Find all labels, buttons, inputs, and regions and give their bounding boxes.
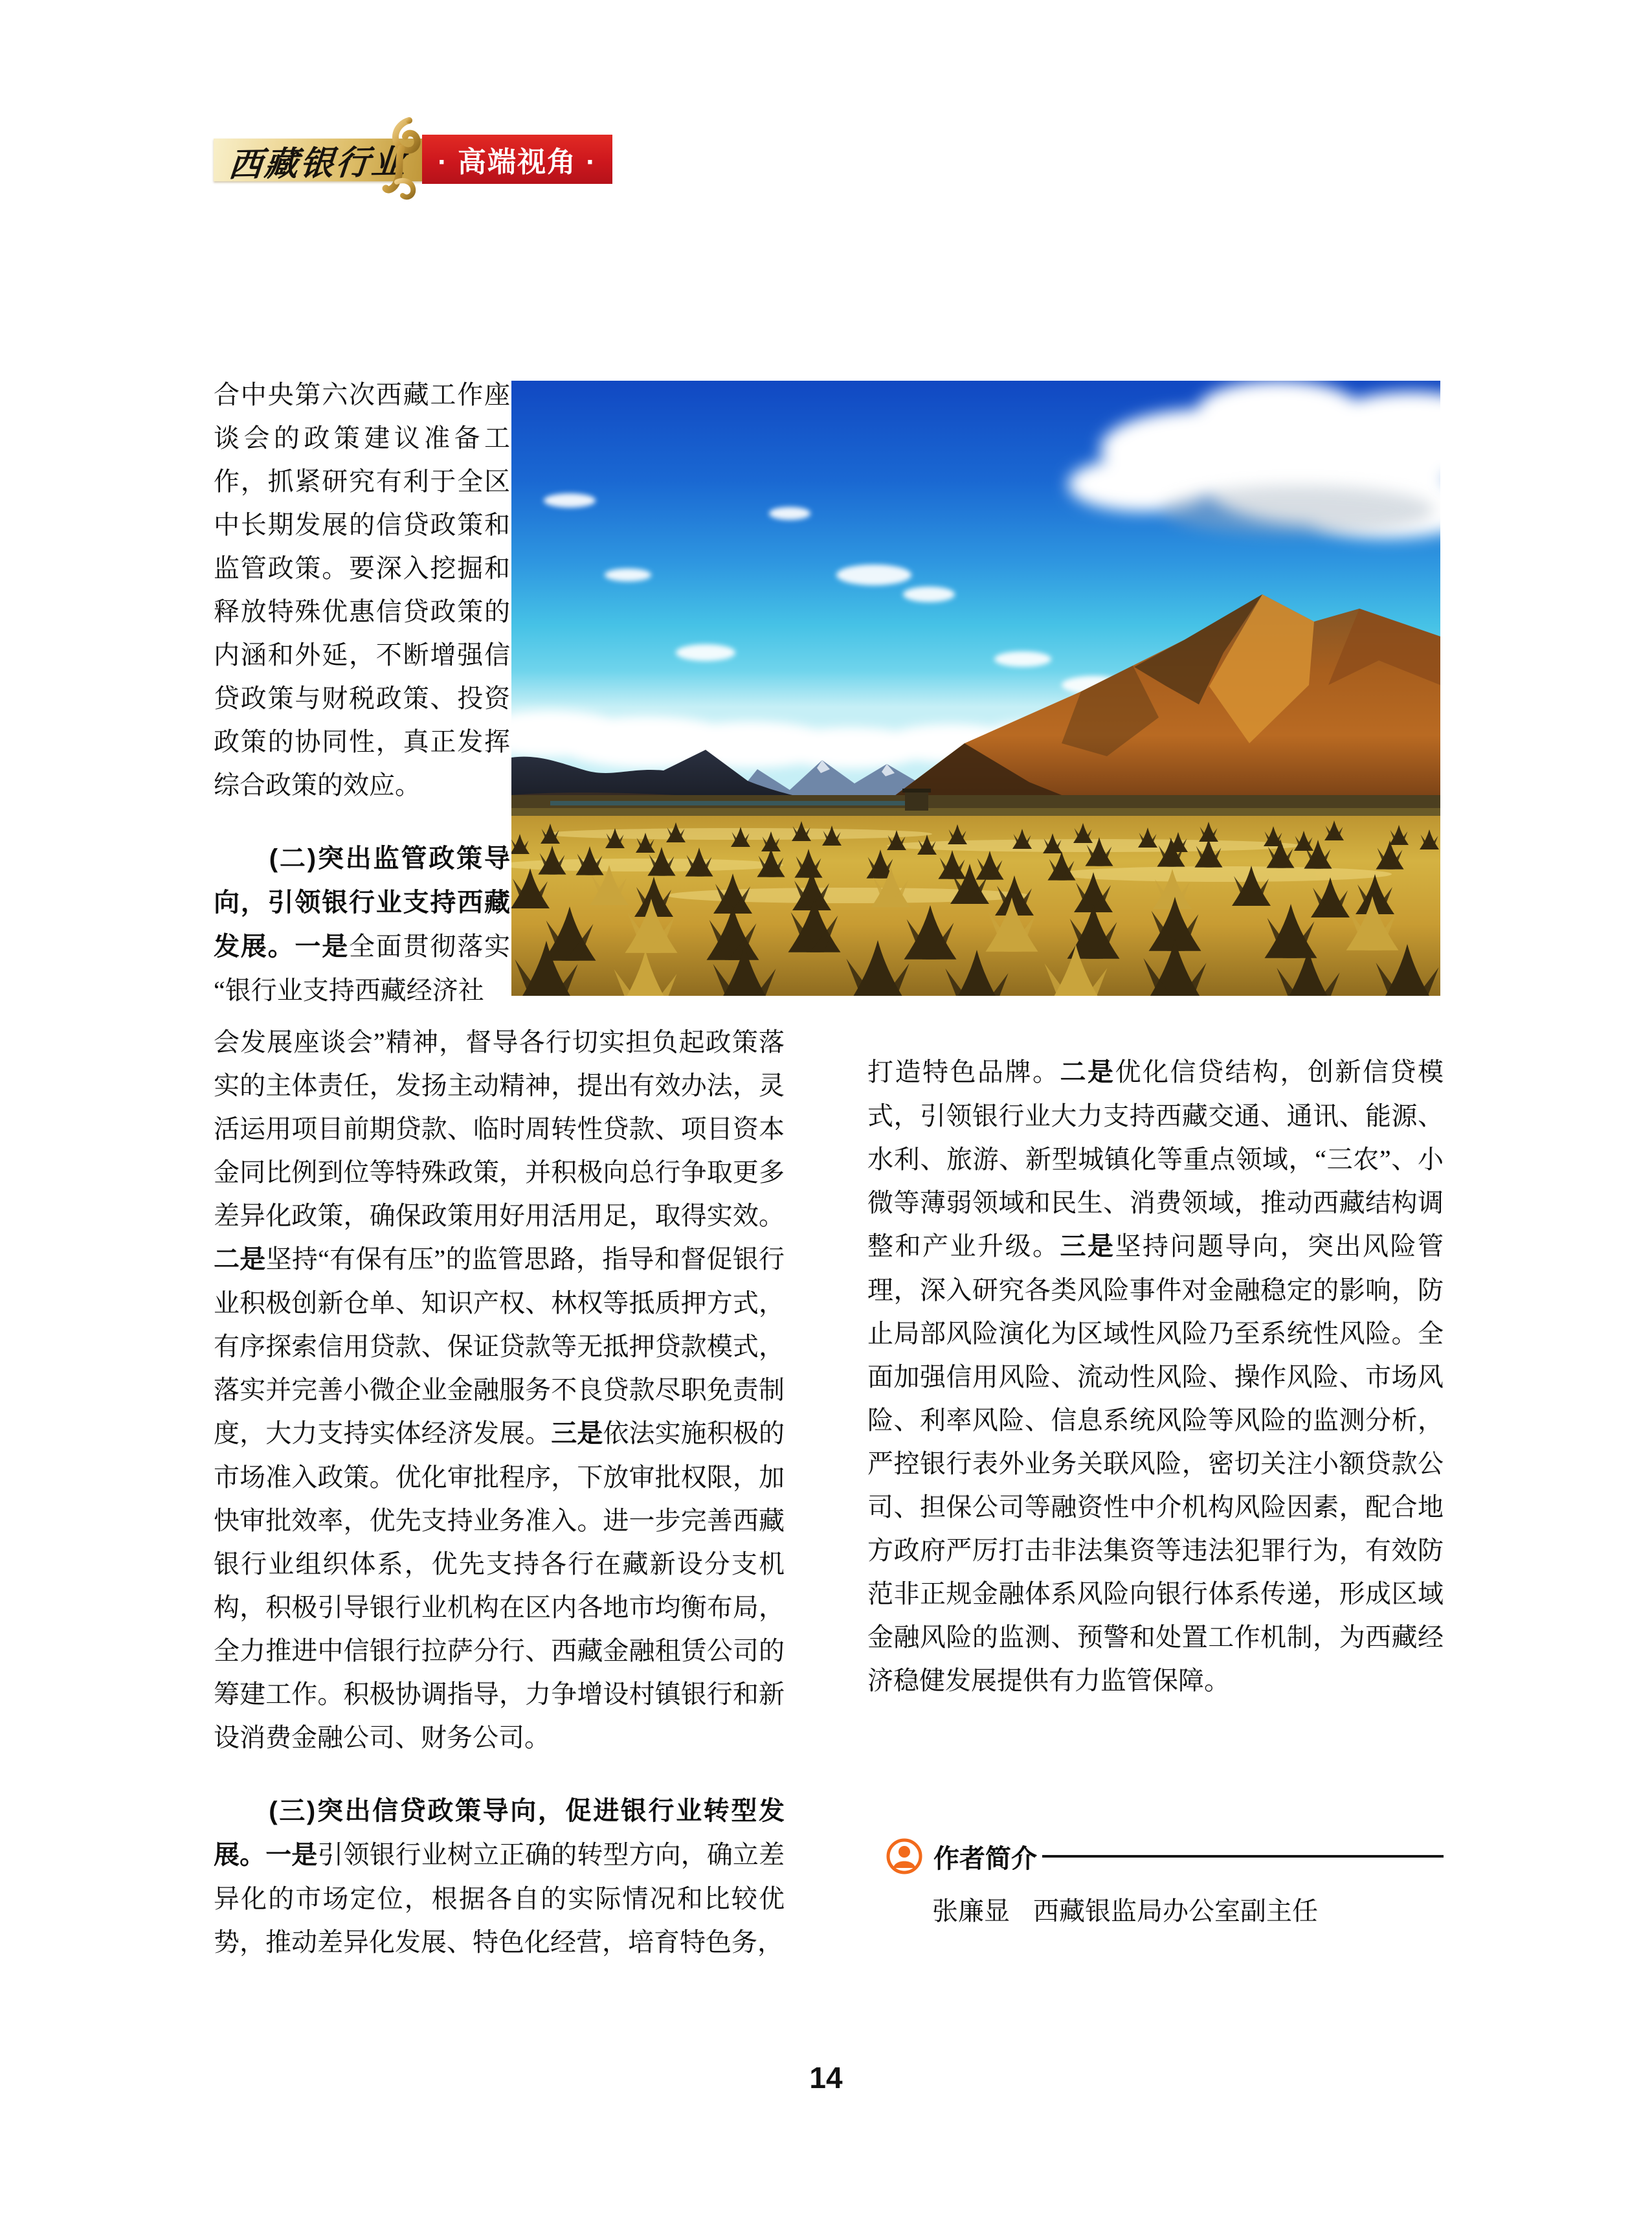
article-column-right: 打造特色品牌。二是优化信贷结构，创新信贷模式，引领银行业大力支持西藏交通、通讯、能源、水利、旅游、新型城镇化等重点领域，“三农”、小微等薄弱领域和民生、消费领域，推动西藏结构调整和产业升级。三是坚持问题导向，突出风险管理，深入研究各类风险事件对金融稳定的影响，防止局部风险演化为区域性风险乃至系统性风险。全面加强信用风险、流动性风险、操作风险、市场风险、利率风险、信息系统风险等风险的监测分析，严控银行表外业务关联风险，密切关注小额贷款公司、担保公司等融资性中介机构风险因素，配合地方政府严厉打击非法集资等违法犯罪行为，有效防范非正规金融体系风险向银行体系传递，形成区域金融风险的监测、预警和处置工作机制，为西藏经济稳健发展提供有力监管保障。 xyxy=(867,1057,1444,1695)
tibet-harvest-landscape-photo xyxy=(511,381,1440,996)
author-title: 西藏银监局办公室副主任 xyxy=(1033,1896,1318,1926)
author-avatar-icon xyxy=(886,1838,923,1875)
gold-scroll-ornament-icon xyxy=(382,114,431,205)
article-column-left: 会发展座谈会”精神，督导各行切实担负起政策落实的主体责任，发扬主动精神，提出有效办法，灵活运用项目前期贷款、临时周转性贷款、项目资本金同比例到位等特殊政策，并积极向总行争取更多差异化政策，确保政策用好用活用足，取得实效。二是坚持“有保有压”的监管思路，指导和督促银行业积极创新仓单、知识产权、林权等抵质押方式，有序探索信用贷款、保证贷款等无抵押贷款模式，落实并完善小微企业金融服务不良贷款尽职免责制度，大力支持实体经济发展。三是依法实施积极的市场准入政策。优化审批程序，下放审批权限，加快审批效率，优先支持业务准入。进一步完善西藏银行业组织体系，优先支持各行在藏新设分支机构，积极引导银行业机构在区内各地市均衡布局，全力推进中信银行拉萨分行、西藏金融租赁公司的筹建工作。积极协调指导，力争增设村镇银行和新设消费金融公司、财务公司。 (三)突出信贷政策导向，促进银行业转型发展。一是引领银行业树立正确的转型方向，确立差异化的市场定位，根据各自的实际情况和比较优势，推动差异化发展、特色化经营，培育特色务， xyxy=(214,1028,785,1957)
author-section-title: 作者简介 xyxy=(933,1844,1037,1873)
magazine-title: 西藏银行业 xyxy=(227,142,409,185)
author-profile xyxy=(867,1838,1444,1928)
author-name: 张廉显 xyxy=(932,1896,1010,1926)
page-number: 14 xyxy=(809,2061,843,2095)
author-rule-line xyxy=(1042,1855,1444,1858)
section-tag xyxy=(422,135,612,184)
section-tag-label: · 高端视角 · xyxy=(438,146,597,178)
article-column-narrow: 合中央第六次西藏工作座谈会的政策建议准备工作，抓紧研究有利于全区中长期发展的信贷政策和监管政策。要深入挖掘和释放特殊优惠信贷政策的内涵和外延，不断增强信贷政策与财税政策、投资政策的协同性，真正发挥综合政策的效应。 (二)突出监管政策导向，引领银行业支持西藏发展。一是全面贯彻落实“银行业支持西藏经济社 xyxy=(214,380,511,1005)
